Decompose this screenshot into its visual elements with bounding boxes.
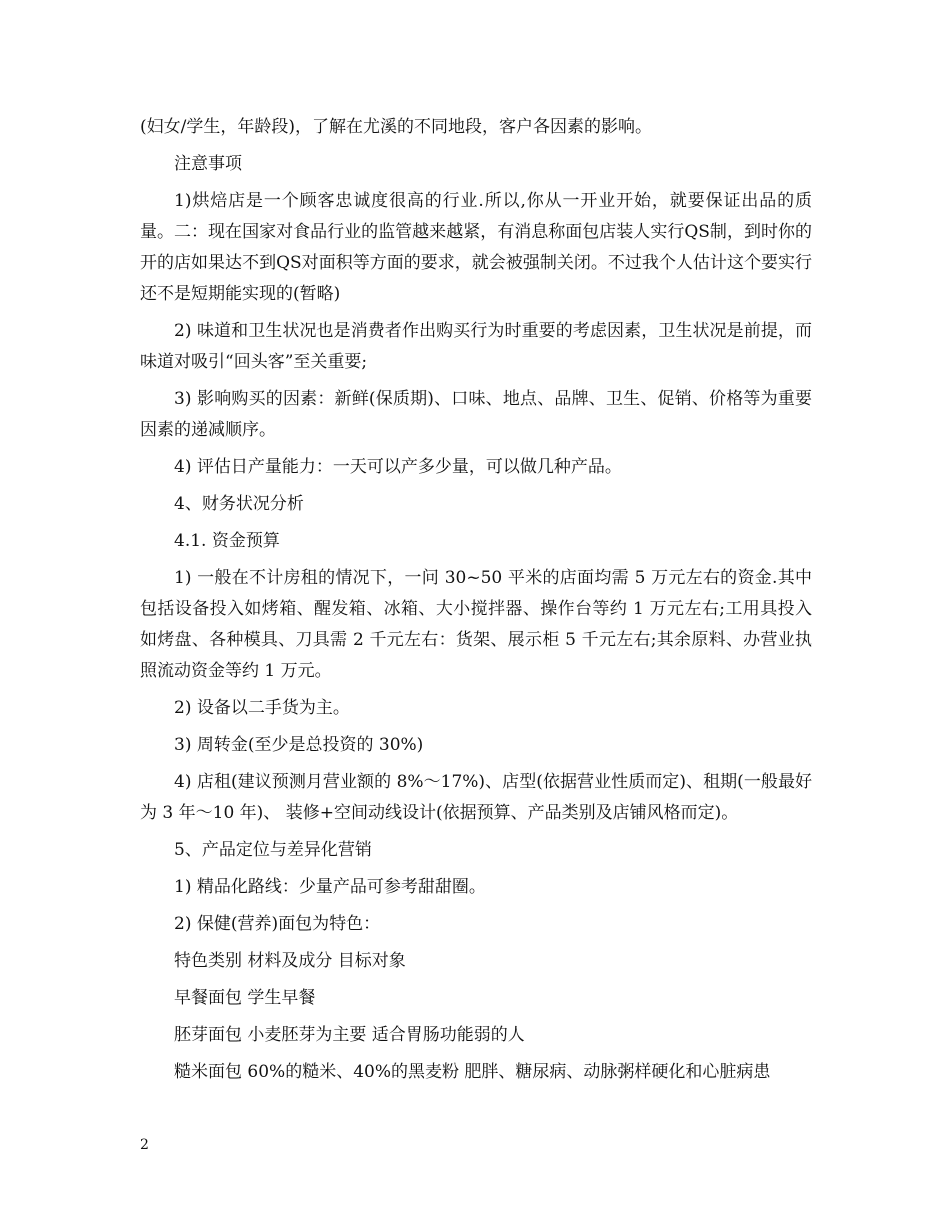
paragraph: 3) 周转金(至少是总投资的 30%): [174, 735, 424, 755]
paragraph: 3) 影响购买的因素：新鲜(保质期)、口味、地点、品牌、卫生、促销、价格等为重要因素的递减顺序。: [140, 389, 812, 440]
paragraph: (妇女/学生，年龄段)，了解在尤溪的不同地段，客户各因素的影响。: [140, 117, 652, 137]
paragraph: 4) 评估日产量能力：一天可以产多少量，可以做几种产品。: [174, 457, 622, 477]
paragraph: 4) 店租(建议预测月营业额的 8%～17%)、店型(依据营业性质而定)、租期(一般最好为 3 年～10 年)、 装修+空间动线设计(依据预算、产品类别及店铺风格而定)。: [140, 772, 812, 823]
table-row: 胚芽面包 小麦胚芽为主要 适合胃肠功能弱的人: [174, 1025, 525, 1045]
subsection-heading: 4.1. 资金预算: [174, 531, 280, 551]
table-row: 糙米面包 60%的糙米、40%的黑麦粉 肥胖、糖尿病、动脉粥样硬化和心脏病患: [174, 1062, 771, 1082]
section-heading: 5、产品定位与差异化营销: [174, 840, 372, 860]
section-heading: 注意事项: [174, 154, 242, 174]
table-row: 早餐面包 学生早餐: [174, 988, 316, 1008]
paragraph: 2) 保健(营养)面包为特色：: [174, 914, 381, 934]
paragraph: 1) 精品化路线：少量产品可参考甜甜圈。: [174, 877, 486, 897]
paragraph: 2) 味道和卫生状况也是消费者作出购买行为时重要的考虑因素，卫生状况是前提，而味道对吸引“回头客”至关重要;: [140, 321, 812, 372]
paragraph: 1)烘焙店是一个顾客忠诚度很高的行业.所以,你从一开业开始，就要保证出品的质量。二：现在国家对食品行业的监管越来越紧，有消息称面包店装人实行QS制，到时你的开的店如果达不到QS对面积等方面的要求，就会被强制关闭。不过我个人估计这个要实行还不是短期能实现的(暂略): [140, 191, 812, 304]
paragraph: 1) 一般在不计房租的情况下，一问 30~50 平米的店面均需 5 万元左右的资金.其中包括设备投入如烤箱、醒发箱、冰箱、大小搅拌器、操作台等约 1 万元左右;工用具投入如烤盘、各种模具、刀具需 2 千元左右：货架、展示柜 5 千元左右;其余原料、办营业执照流动资金等约 1 万元。: [140, 568, 812, 681]
page-number: 2: [140, 1137, 149, 1153]
paragraph: 2) 设备以二手货为主。: [174, 698, 350, 718]
section-heading: 4、财务状况分析: [174, 494, 304, 514]
document-body: [140, 112, 812, 1094]
table-row: 特色类别 材料及成分 目标对象: [174, 951, 406, 971]
